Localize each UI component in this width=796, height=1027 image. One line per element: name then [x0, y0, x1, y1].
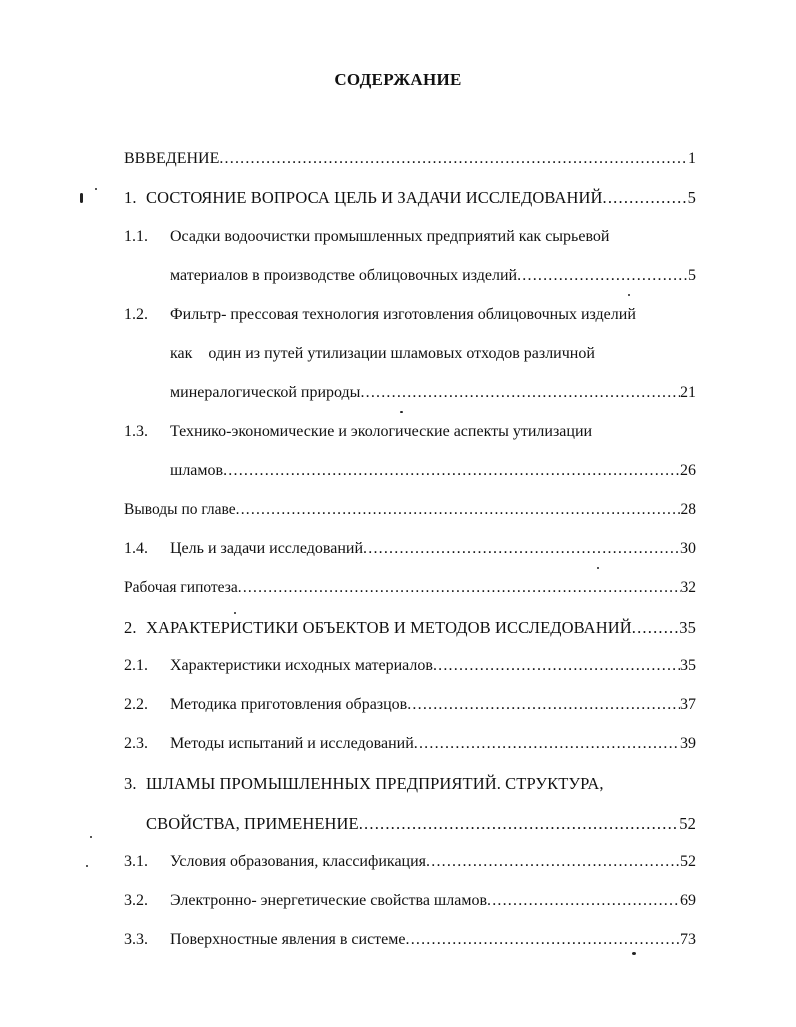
toc-entry-chapter-conclusions — [124, 501, 696, 519]
toc-entry-text: СОСТОЯНИЕ ВОПРОСА ЦЕЛЬ И ЗАДАЧИ ИССЛЕДОВАНИЙ — [146, 188, 603, 207]
toc-entry-1-2-line1 — [124, 306, 696, 324]
toc-page-number: 69 — [680, 892, 696, 909]
toc-entry-number: 1.1. — [124, 228, 148, 245]
toc-page-number: 5 — [688, 267, 696, 284]
toc-entry-text: Поверхностные явления в системе — [170, 931, 406, 948]
toc-entry-text: ХАРАКТЕРИСТИКИ ОБЪЕКТОВ И МЕТОДОВ ИССЛЕДОВАНИЙ — [146, 618, 632, 637]
leader-dots — [238, 579, 681, 597]
toc-entry-introduction — [124, 150, 696, 168]
toc-entry-number: 1.3. — [124, 423, 148, 440]
toc-page-number: 73 — [680, 931, 696, 948]
toc-entry-1-4 — [124, 540, 696, 558]
scan-speck — [597, 567, 599, 569]
toc-entry-number: 3.1. — [124, 853, 148, 870]
toc-entry-number: 2. — [124, 618, 137, 637]
toc-entry-number: 1.2. — [124, 306, 148, 323]
toc-entry-text: Методы испытаний и исследований — [170, 735, 414, 752]
scan-speck — [86, 865, 88, 867]
leader-dots — [219, 150, 688, 168]
toc-page-number: 32 — [680, 579, 696, 596]
toc-entry-1-1-line1 — [124, 228, 696, 246]
toc-entry-text: шламов — [170, 462, 224, 479]
toc-entry-3-1 — [124, 853, 696, 871]
toc-page-number: 21 — [680, 384, 696, 401]
toc-entry-number: 3.2. — [124, 892, 148, 909]
toc-entry-text: Условия образования, классификация — [170, 853, 427, 870]
toc-entry-number: 3.3. — [124, 931, 148, 948]
toc-entry-text: Фильтр- прессовая технология изготовления облицовочных изделий — [170, 306, 636, 323]
toc-entry-2-2 — [124, 696, 696, 714]
toc-entry-number: 2.1. — [124, 657, 148, 674]
toc-entry-chapter-3-line2 — [146, 814, 696, 834]
toc-entry-text: ШЛАМЫ ПРОМЫШЛЕННЫХ ПРЕДПРИЯТИЙ. СТРУКТУРА, — [146, 774, 604, 793]
leader-dots — [236, 501, 681, 519]
toc-page-number: 37 — [680, 696, 696, 713]
scan-speck — [628, 294, 630, 296]
toc-page-number: 5 — [687, 188, 696, 207]
toc-entry-3-2 — [124, 892, 696, 910]
leader-dots — [517, 267, 688, 285]
toc-entry-1-2-line3 — [170, 384, 696, 402]
toc-entry-text: материалов в производстве облицовочных изделий — [170, 267, 518, 284]
toc-page-number: 28 — [680, 501, 696, 518]
toc-page-number: 52 — [680, 853, 696, 870]
toc-entry-text: Осадки водоочистки промышленных предприятий как сырьевой — [170, 228, 610, 245]
toc-page-number: 1 — [688, 150, 696, 167]
toc-page-number: 52 — [679, 814, 696, 833]
scan-speck — [234, 612, 236, 614]
leader-dots — [407, 696, 680, 714]
toc-entry-text: Цель и задачи исследований — [170, 540, 364, 557]
leader-dots — [487, 892, 680, 910]
toc-entry-number: 2.2. — [124, 696, 148, 713]
toc-page-number: 39 — [680, 735, 696, 752]
leader-dots — [632, 618, 680, 638]
toc-entry-1-3-line1 — [124, 423, 696, 441]
toc-entry-text: Рабочая гипотеза — [124, 579, 238, 596]
leader-dots — [414, 735, 680, 753]
toc-entry-number: 1. — [124, 188, 137, 207]
toc-entry-text: Технико-экономические и экологические аспекты утилизации — [170, 423, 593, 440]
toc-entry-text: ВВВЕДЕНИЕ — [124, 150, 220, 167]
page-title: СОДЕРЖАНИЕ — [334, 70, 462, 89]
leader-dots — [223, 462, 680, 480]
toc-entry-chapter-1 — [124, 188, 696, 208]
toc-entry-chapter-2 — [124, 618, 696, 638]
toc-entry-number: 1.4. — [124, 540, 148, 557]
toc-entry-2-1 — [124, 657, 696, 675]
leader-dots — [426, 853, 680, 871]
toc-entry-text: СВОЙСТВА, ПРИМЕНЕНИЕ — [146, 814, 359, 833]
scan-speck — [400, 411, 403, 413]
toc-entry-1-3-line2 — [170, 462, 696, 480]
toc-entry-text: минералогической природы — [170, 384, 361, 401]
toc-entry-number: 2.3. — [124, 735, 148, 752]
toc-page-number: 35 — [680, 657, 696, 674]
scan-speck — [95, 188, 97, 190]
scan-speck — [90, 836, 92, 838]
toc-page-number: 35 — [679, 618, 696, 637]
scan-speck — [80, 193, 83, 203]
toc-entry-number: 3. — [124, 774, 137, 793]
toc-page-number: 26 — [680, 462, 696, 479]
scan-speck — [632, 952, 636, 955]
toc-entry-3-3 — [124, 931, 696, 949]
toc-entry-text: Электронно- энергетические свойства шламов — [170, 892, 487, 909]
leader-dots — [603, 188, 688, 208]
leader-dots — [406, 931, 681, 949]
leader-dots — [363, 540, 680, 558]
toc-entry-chapter-3-line1 — [124, 774, 696, 794]
leader-dots — [433, 657, 680, 675]
toc-entry-text: Характеристики исходных материалов — [170, 657, 433, 674]
toc-entry-text: как один из путей утилизации шламовых отходов различной — [170, 345, 595, 362]
toc-page-number: 30 — [680, 540, 696, 557]
toc-entry-working-hypothesis — [124, 579, 696, 597]
leader-dots — [360, 384, 680, 402]
toc-entry-text: Методика приготовления образцов — [170, 696, 408, 713]
toc-entry-1-2-line2 — [170, 345, 696, 363]
toc-entry-text: Выводы по главе — [124, 501, 236, 518]
toc-entry-1-1-line2 — [170, 267, 696, 285]
toc-entry-2-3 — [124, 735, 696, 753]
leader-dots — [359, 814, 680, 834]
